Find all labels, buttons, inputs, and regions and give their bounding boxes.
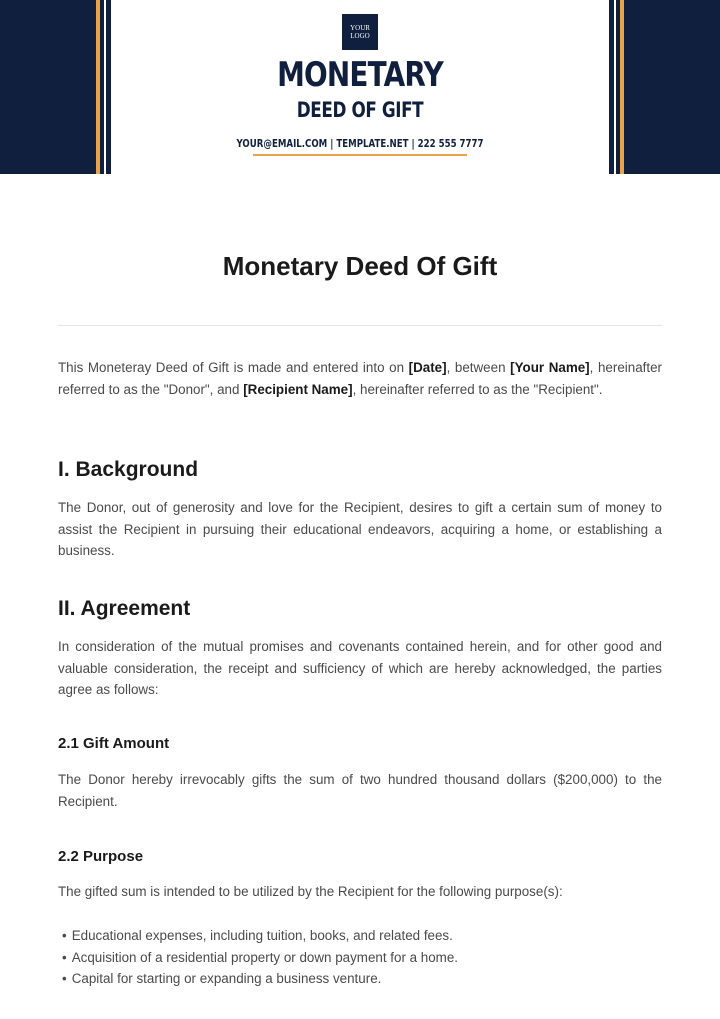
date-placeholder: [Date] xyxy=(408,360,447,375)
background-heading: I. Background xyxy=(58,458,199,481)
agreement-heading: II. Agreement xyxy=(58,597,191,620)
background-paragraph: The Donor, out of generosity and love for the Recipient, desires to gift a certain sum of money to assist the Recipient in pursuing their educational endeavors, acquiring a home, or establishing a business. xyxy=(58,500,662,558)
logo-text: YOUR LOGO xyxy=(350,24,370,40)
purpose-heading: 2.2 Purpose xyxy=(58,848,144,865)
contact-underline xyxy=(253,154,467,156)
brand-title: MONETARY xyxy=(277,55,443,95)
list-item: • Educational expenses, including tuition, books, and related fees. xyxy=(62,925,662,947)
intro-paragraph: This Moneteray Deed of Gift is made and entered into on [Date], between [Your Name], hereinafter referred to as the "Donor", and [Recipient Name], hereinafter referred to as the "Recipient". xyxy=(58,360,662,397)
document-header xyxy=(0,0,720,174)
document-title: Monetary Deed Of Gift xyxy=(222,251,498,281)
donor-name-placeholder: [Your Name] xyxy=(510,360,590,375)
contact-info: YOUR@EMAIL.COM | TEMPLATE.NET | 222 555 7777 xyxy=(236,138,484,150)
company-logo xyxy=(342,14,378,50)
purpose-paragraph: The gifted sum is intended to be utilized by the Recipient for the following purpose(s): xyxy=(58,884,563,899)
brand-subtitle: DEED OF GIFT xyxy=(296,98,424,122)
list-item: • Acquisition of a residential property or down payment for a home. xyxy=(62,947,662,969)
purpose-list xyxy=(62,925,662,990)
title-divider xyxy=(58,325,662,326)
gift-amount-heading: 2.1 Gift Amount xyxy=(58,735,170,752)
recipient-name-placeholder: [Recipient Name] xyxy=(243,381,353,397)
agreement-paragraph: In consideration of the mutual promises and covenants contained herein, and for other good and valuable consideration, the receipt and sufficiency of which are hereby acknowledged, the parties agree as follows: xyxy=(58,639,662,697)
list-item: • Capital for starting or expanding a business venture. xyxy=(62,968,662,990)
gift-amount-paragraph: The Donor hereby irrevocably gifts the sum of two hundred thousand dollars ($200,000) to the Recipient. xyxy=(58,772,662,809)
